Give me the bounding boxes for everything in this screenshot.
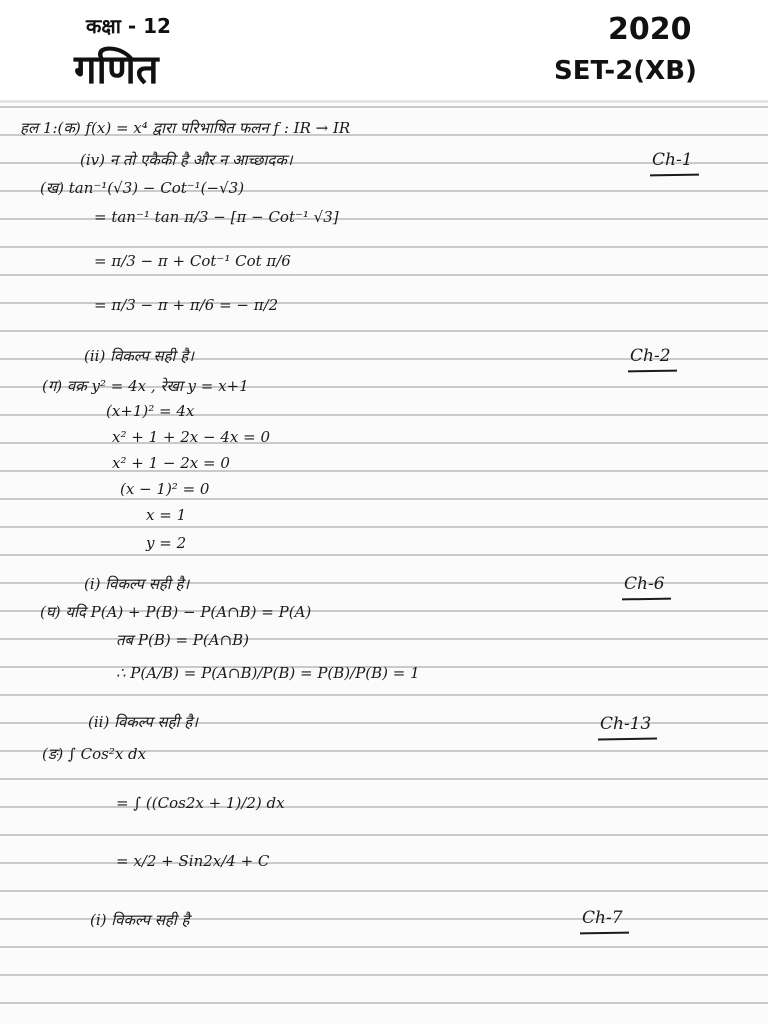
answer-line: (घ) यदि P(A) + P(B) − P(A∩B) = P(A) [40,603,312,621]
answer-line: (ii) विकल्प सही है। [88,713,198,731]
subject-title: गणित [74,47,159,93]
chapter-tag: Ch-6 [624,574,665,594]
answer-line: (iv) न तो एकैकी है और न आच्छादक। [80,151,293,169]
exam-year: 2020 [608,12,692,47]
answer-line: x² + 1 + 2x − 4x = 0 [112,428,270,446]
class-label: कक्षा - 12 [86,14,171,38]
answer-line: x = 1 [146,506,187,524]
answer-line: तब P(B) = P(A∩B) [116,631,250,649]
answer-line: (i) विकल्प सही है। [84,575,190,593]
answer-line: ∴ P(A/B) = P(A∩B)/P(B) = P(B)/P(B) = 1 [116,664,420,682]
paper-edge [0,100,768,103]
ruled-paper [0,100,768,1024]
answer-line: x² + 1 − 2x = 0 [112,454,230,472]
answer-line: (x − 1)² = 0 [120,480,210,498]
answer-line: = tan⁻¹ tan π/3 − [π − Cot⁻¹ √3] [94,208,339,226]
answer-line: = ∫ ((Cos2x + 1)/2) dx [116,794,285,812]
chapter-tag: Ch-1 [652,150,693,170]
chapter-tag: Ch-2 [630,346,671,366]
answer-line: हल 1:(क) f(x) = x⁴ द्वारा परिभाषित फलन f : IR → IR [20,119,351,137]
answer-line: = π/3 − π + π/6 = − π/2 [94,296,279,314]
answer-line: (ङ) ∫ Cos²x dx [42,745,147,763]
chapter-tag: Ch-13 [600,714,652,734]
answer-line: y = 2 [146,534,187,552]
answer-line: (ख) tan⁻¹(√3) − Cot⁻¹(−√3) [40,179,245,197]
answer-line: (ii) विकल्प सही है। [84,347,194,365]
answer-line: = π/3 − π + Cot⁻¹ Cot π/6 [94,252,291,270]
answer-line: (ग) वक्र y² = 4x , रेखा y = x+1 [42,377,249,395]
answer-line: (i) विकल्प सही है [90,911,190,929]
page-header [0,0,768,100]
answer-line: = x/2 + Sin2x/4 + C [116,852,270,870]
chapter-tag: Ch-7 [582,908,623,928]
set-code: SET-2(XB) [554,56,697,86]
answer-line: (x+1)² = 4x [106,402,195,420]
